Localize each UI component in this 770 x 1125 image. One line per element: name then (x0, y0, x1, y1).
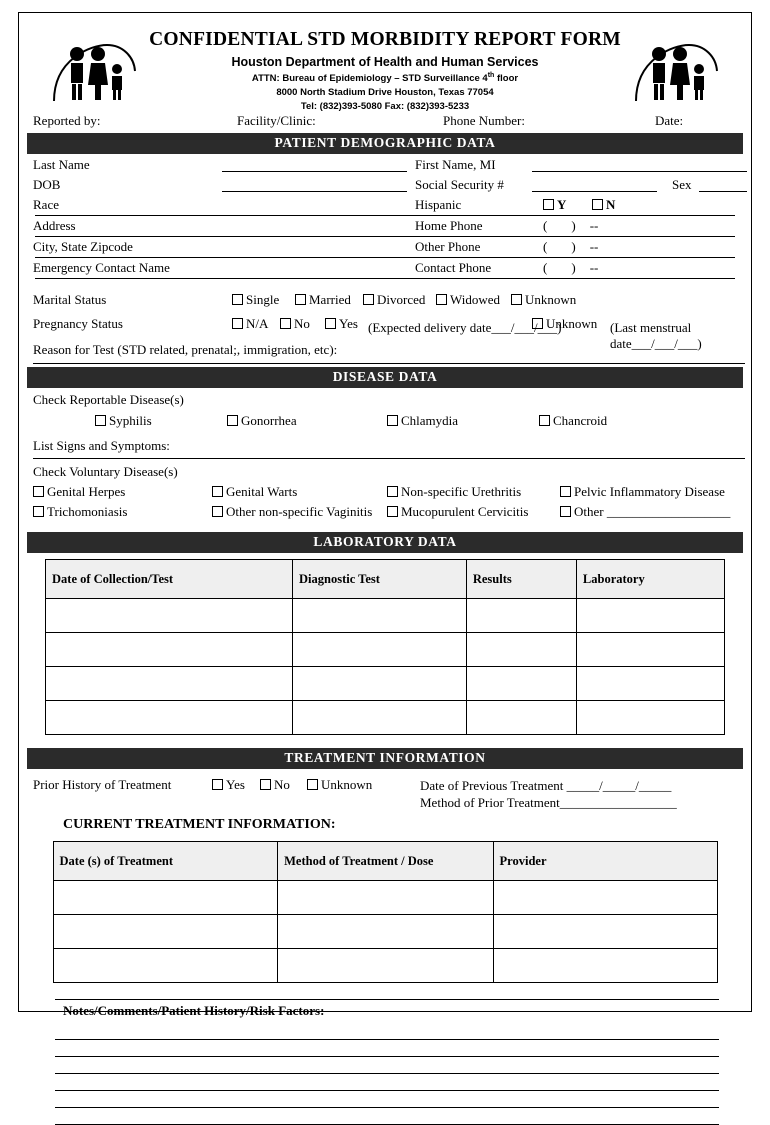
method-prior-treatment[interactable]: Method of Prior Treatment__________________ (420, 795, 677, 810)
treat-cell-method[interactable] (278, 949, 493, 983)
home-phone-input[interactable] (543, 218, 598, 234)
treat-col-provider: Provider (493, 842, 717, 881)
mucopurulent-cervicitis-box[interactable] (387, 506, 398, 517)
list-signs-input[interactable] (33, 458, 745, 459)
prior-no-label: No (274, 777, 290, 792)
hispanic-no-box[interactable] (592, 199, 603, 210)
demographic-divider-1 (35, 215, 735, 216)
genital-warts-box[interactable] (212, 486, 223, 497)
contact-phone-input[interactable] (543, 260, 598, 276)
emergency-contact-label: Emergency Contact Name (33, 260, 170, 275)
table-row[interactable] (53, 949, 717, 983)
pregnancy-unknown-label: Unknown (546, 316, 598, 331)
marital-single-label: Single (246, 292, 280, 307)
syphilis-box[interactable] (95, 415, 106, 426)
treat-cell-method[interactable] (278, 915, 493, 949)
attention-line-post: floor (494, 73, 519, 85)
lab-cell-date[interactable] (46, 701, 293, 735)
table-row[interactable] (46, 599, 725, 633)
disease-fields (27, 388, 743, 504)
expected-delivery-date[interactable]: (Expected delivery date___/___/___) (368, 320, 562, 335)
prior-yes-label: Yes (226, 777, 245, 792)
last-name-label: Last Name (33, 157, 90, 172)
phone-number-label: Phone Number: (443, 113, 525, 128)
reason-for-test-row (27, 339, 743, 365)
first-name-label: First Name, MI (415, 157, 496, 172)
other-phone-paren-close: ) (571, 239, 576, 254)
health-department-logo-left (51, 41, 137, 103)
attention-line-sup: th (487, 72, 495, 79)
other-phone-label: Other Phone (415, 239, 481, 254)
voluntary-nonspecific-urethritis[interactable] (387, 484, 521, 500)
hispanic-label: Hispanic (415, 197, 462, 212)
other-disease-label: Other ___________________ (574, 504, 731, 519)
marital-divorced-label: Divorced (377, 292, 426, 307)
lab-cell-test[interactable] (293, 701, 467, 735)
laboratory-table (45, 559, 725, 735)
pregnancy-no-box[interactable] (280, 318, 291, 329)
page-title: CONFIDENTIAL STD MORBIDITY REPORT FORM (149, 29, 621, 50)
lab-cell-date[interactable] (46, 599, 293, 633)
contact-phone-dash: -- (589, 260, 599, 275)
lab-col-date: Date of Collection/Test (46, 560, 293, 599)
notes-line-5[interactable] (55, 1091, 719, 1108)
pregnancy-option-na[interactable] (232, 316, 268, 332)
pregnancy-option-unknown[interactable] (532, 316, 597, 332)
table-row[interactable] (53, 881, 717, 915)
notes-line-1[interactable] (55, 1023, 719, 1040)
marital-option-married[interactable] (295, 292, 351, 308)
voluntary-genital-herpes[interactable] (33, 484, 125, 500)
table-row[interactable] (53, 915, 717, 949)
gonorrhea-label: Gonorrhea (241, 413, 297, 428)
lab-col-laboratory: Laboratory (576, 560, 724, 599)
organization-name: Houston Department of Health and Human Services (231, 55, 539, 69)
marital-widowed-label: Widowed (450, 292, 501, 307)
treatment-header-row (53, 842, 717, 881)
trichomoniasis-label: Trichomoniasis (47, 504, 128, 519)
table-row[interactable] (46, 701, 725, 735)
date-label: Date: (655, 113, 684, 128)
prior-yes-box[interactable] (212, 779, 223, 790)
date-previous-treatment[interactable]: Date of Previous Treatment _____/_____/_____ (420, 778, 672, 793)
check-voluntary-label: Check Voluntary Disease(s) (33, 464, 178, 479)
lab-cell-results[interactable] (466, 667, 576, 701)
pid-box[interactable] (560, 486, 571, 497)
prior-option-no[interactable] (260, 777, 290, 793)
hispanic-no-label: N (606, 197, 616, 212)
dob-label: DOB (33, 177, 61, 192)
treat-cell-date[interactable] (53, 881, 278, 915)
treat-col-dates: Date (s) of Treatment (53, 842, 278, 881)
table-row[interactable] (46, 667, 725, 701)
prior-no-box[interactable] (260, 779, 271, 790)
contact-phone-label: Contact Phone (415, 260, 492, 275)
other-phone-paren-open: ( (543, 239, 548, 254)
pregnancy-unknown-box[interactable] (532, 318, 543, 329)
lab-cell-laboratory[interactable] (576, 701, 724, 735)
treat-cell-provider[interactable] (493, 949, 717, 983)
form-header (19, 13, 751, 111)
demographic-divider-4 (35, 278, 735, 279)
genital-warts-label: Genital Warts (226, 484, 298, 499)
marital-widowed-box[interactable] (436, 294, 447, 305)
ssn-input[interactable] (532, 191, 657, 192)
nonspecific-urethritis-label: Non-specific Urethritis (401, 484, 522, 499)
last-menstrual-date[interactable]: (Last menstrual date___/___/___) (610, 320, 702, 351)
mucopurulent-cervicitis-label: Mucopurulent Cervicitis (401, 504, 529, 519)
voluntary-pid[interactable] (560, 484, 725, 500)
marital-divorced-box[interactable] (363, 294, 374, 305)
hispanic-yes-label: Y (557, 197, 567, 212)
reason-for-test-label: Reason for Test (STD related, prenatal;, immigration, etc): (33, 342, 338, 357)
marital-married-box[interactable] (295, 294, 306, 305)
other-phone-dash: -- (589, 239, 599, 254)
demographic-divider-2 (35, 236, 735, 237)
lab-cell-date[interactable] (46, 633, 293, 667)
prior-history-label: Prior History of Treatment (33, 777, 172, 792)
genital-herpes-label: Genital Herpes (47, 484, 126, 499)
lab-cell-results[interactable] (466, 599, 576, 633)
prior-unknown-label: Unknown (321, 777, 373, 792)
lab-col-test: Diagnostic Test (293, 560, 467, 599)
attention-line-pre: ATTN: Bureau of Epidemiology – STD Surveillance 4 (251, 73, 488, 85)
section-treatment-header: TREATMENT INFORMATION (27, 748, 743, 769)
race-label: Race (33, 197, 59, 212)
voluntary-genital-warts[interactable] (212, 484, 297, 500)
form-border (18, 12, 752, 1018)
voluntary-row-2 (27, 504, 743, 530)
contact-phone-paren-close: ) (571, 260, 576, 275)
nonspecific-urethritis-box[interactable] (387, 486, 398, 497)
pregnancy-yes-label: Yes (339, 316, 358, 331)
laboratory-header-row (46, 560, 725, 599)
section-laboratory-header: LABORATORY DATA (27, 532, 743, 553)
voluntary-trichomoniasis[interactable] (33, 504, 127, 520)
last-name-input[interactable] (222, 171, 407, 172)
lab-cell-test[interactable] (293, 599, 467, 633)
marital-single-box[interactable] (232, 294, 243, 305)
table-row[interactable] (46, 633, 725, 667)
pregnancy-option-no[interactable] (280, 316, 310, 332)
treat-cell-date[interactable] (53, 915, 278, 949)
marital-status-label: Marital Status (33, 292, 107, 307)
chlamydia-label: Chlamydia (401, 413, 459, 428)
prior-treatment-row (27, 769, 743, 817)
health-department-logo-right (633, 41, 719, 103)
pregnancy-na-label: N/A (246, 316, 269, 331)
reported-by-label: Reported by: (33, 113, 101, 128)
reason-for-test-input[interactable] (33, 363, 745, 364)
current-treatment-heading-row (27, 817, 743, 837)
sex-input[interactable] (699, 191, 747, 192)
reportable-chancroid[interactable] (539, 413, 607, 429)
lab-cell-test[interactable] (293, 633, 467, 667)
marital-status-row (27, 291, 743, 315)
voluntary-mucopurulent-cervicitis[interactable] (387, 504, 528, 520)
other-disease-box[interactable] (560, 506, 571, 517)
prior-option-unknown[interactable] (307, 777, 372, 793)
notes-line-4[interactable] (55, 1074, 719, 1091)
street-address: 8000 North Stadium Drive Houston, Texas 77054 (276, 87, 494, 99)
reported-by-row (27, 111, 743, 133)
treat-cell-provider[interactable] (493, 881, 717, 915)
other-vaginitis-box[interactable] (212, 506, 223, 517)
trichomoniasis-box[interactable] (33, 506, 44, 517)
sex-label: Sex (672, 177, 692, 192)
treat-cell-method[interactable] (278, 881, 493, 915)
pregnancy-yes-box[interactable] (325, 318, 336, 329)
notes-heading: Notes/Comments/Patient History/Risk Factors: (63, 1003, 325, 1018)
notes-top-rule (55, 999, 719, 1000)
list-signs-label: List Signs and Symptoms: (33, 438, 170, 453)
home-phone-dash: -- (589, 218, 599, 233)
check-reportable-label: Check Reportable Disease(s) (33, 392, 184, 407)
voluntary-other[interactable] (560, 504, 730, 520)
lab-cell-date[interactable] (46, 667, 293, 701)
reportable-chlamydia[interactable] (387, 413, 458, 429)
treat-col-method: Method of Treatment / Dose (278, 842, 493, 881)
other-phone-input[interactable] (543, 239, 598, 255)
pregnancy-no-label: No (294, 316, 310, 331)
section-disease-header: DISEASE DATA (27, 367, 743, 388)
pid-label: Pelvic Inflammatory Disease (574, 484, 725, 499)
lab-cell-results[interactable] (466, 633, 576, 667)
notes-line-6[interactable] (55, 1108, 719, 1125)
genital-herpes-box[interactable] (33, 486, 44, 497)
first-name-input[interactable] (532, 171, 747, 172)
home-phone-paren-close: ) (571, 218, 576, 233)
prior-unknown-box[interactable] (307, 779, 318, 790)
chlamydia-box[interactable] (387, 415, 398, 426)
lab-cell-laboratory[interactable] (576, 599, 724, 633)
marital-option-widowed[interactable] (436, 292, 500, 308)
facility-clinic-label: Facility/Clinic: (237, 113, 316, 128)
lab-cell-laboratory[interactable] (576, 667, 724, 701)
dob-input[interactable] (222, 191, 407, 192)
notes-line-3[interactable] (55, 1057, 719, 1074)
lab-cell-test[interactable] (293, 667, 467, 701)
hispanic-yes-checkbox[interactable] (543, 197, 566, 213)
hispanic-no-checkbox[interactable] (592, 197, 615, 213)
marital-unknown-label: Unknown (525, 292, 577, 307)
notes-heading-row (27, 1003, 743, 1023)
treat-cell-date[interactable] (53, 949, 278, 983)
lab-col-results: Results (466, 560, 576, 599)
lab-cell-results[interactable] (466, 701, 576, 735)
lab-cell-laboratory[interactable] (576, 633, 724, 667)
home-phone-label: Home Phone (415, 218, 483, 233)
demographic-divider-3 (35, 257, 735, 258)
voluntary-other-vaginitis[interactable] (212, 504, 372, 520)
contact-phone-paren-open: ( (543, 260, 548, 275)
home-phone-paren-open: ( (543, 218, 548, 233)
gonorrhea-box[interactable] (227, 415, 238, 426)
section-demographic-header: PATIENT DEMOGRAPHIC DATA (27, 133, 743, 154)
reportable-syphilis[interactable] (95, 413, 152, 429)
chancroid-label: Chancroid (553, 413, 608, 428)
chancroid-box[interactable] (539, 415, 550, 426)
marital-option-divorced[interactable] (363, 292, 425, 308)
current-treatment-heading: CURRENT TREATMENT INFORMATION: (63, 817, 336, 832)
other-vaginitis-label: Other non-specific Vaginitis (226, 504, 373, 519)
current-treatment-table (53, 841, 718, 983)
marital-unknown-box[interactable] (511, 294, 522, 305)
prior-option-yes[interactable] (212, 777, 245, 793)
syphilis-label: Syphilis (109, 413, 152, 428)
demographic-fields (27, 154, 743, 291)
marital-option-single[interactable] (232, 292, 279, 308)
pregnancy-na-box[interactable] (232, 318, 243, 329)
contact-phones: Tel: (832)393-5080 Fax: (832)393-5233 (300, 101, 470, 113)
ssn-label: Social Security # (415, 177, 504, 192)
treat-cell-provider[interactable] (493, 915, 717, 949)
city-state-zip-label: City, State Zipcode (33, 239, 133, 254)
pregnancy-status-label: Pregnancy Status (33, 316, 123, 331)
marital-option-unknown[interactable] (511, 292, 576, 308)
pregnancy-option-yes[interactable] (325, 316, 358, 332)
marital-married-label: Married (309, 292, 351, 307)
reportable-gonorrhea[interactable] (227, 413, 297, 429)
notes-line-2[interactable] (55, 1040, 719, 1057)
address-label: Address (33, 218, 76, 233)
hispanic-yes-box[interactable] (543, 199, 554, 210)
